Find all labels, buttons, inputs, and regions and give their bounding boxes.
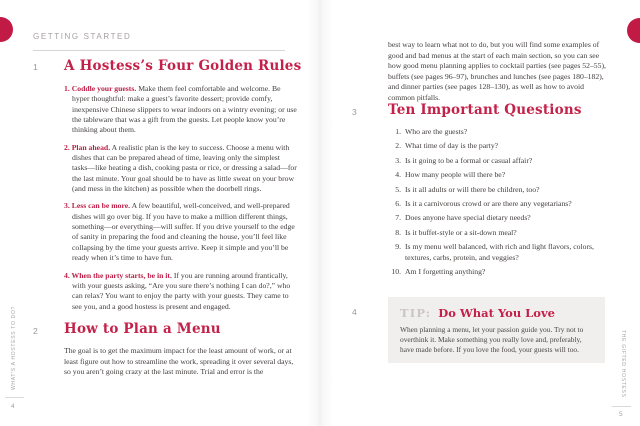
question-item [388, 199, 610, 209]
question-number: 7. [395, 213, 401, 223]
question-number: 3. [395, 155, 401, 165]
section-number-1: 1 [33, 62, 38, 72]
golden-rule-lead: 1. Coddle your guests. [64, 84, 137, 93]
question-text: Is it a carnivorous crowd or are there any vegetarians? [405, 199, 572, 209]
golden-rule-item [64, 84, 297, 136]
plan-menu-paragraph: The goal is to get the maximum impact for the least amount of work, or at least figure out how to streamline the work, spreading it over several days, so you aren’t going crazy at the last minute. Trial and error is the [64, 346, 294, 377]
red-corner-dot-right-icon [627, 18, 640, 43]
golden-rules-list [64, 84, 297, 319]
golden-rule-item [64, 201, 297, 263]
section-title-ten-questions: Ten Important Questions [388, 102, 582, 118]
question-number: 6. [395, 199, 401, 209]
question-number: 8. [395, 227, 401, 237]
question-item [388, 170, 610, 180]
question-text: Is my menu well balanced, with rich and light flavors, colors, textures, carbs, protein, and veggies? [405, 242, 594, 262]
question-text: Is it going to be a formal or casual affair? [405, 155, 533, 165]
section-number-2: 2 [33, 326, 38, 336]
golden-rule-text: If you are running around frantically, with your guests asking, “Are you sure there’s nothing I can do?,” who can relax? You want to enjoy the party with your guests. They came to see you, and a good hostess is present and engaged. [72, 270, 291, 311]
section-number-3: 3 [352, 107, 357, 117]
question-text: Who are the guests? [405, 127, 468, 136]
left-page-number: 4 [11, 403, 15, 410]
question-number: 9. [395, 242, 401, 252]
question-text: Is it buffet-style or a sit-down meal? [405, 227, 517, 237]
section-title-golden-rules: A Hostess’s Four Golden Rules [64, 58, 302, 74]
intro-continuation-paragraph: best way to learn what not to do, but you will find some examples of good and bad menus at the start of each main section, so you can see how good menu planning applies to cocktail parties (see pages 52–55), buffets (see pages 96–97), brunches and lunches (see pages 180–182), and dinner parties (see pages 128–130), as well as how to avoid common pitfalls. [388, 40, 606, 102]
golden-rule-text: A realistic plan is the key to success. Choose a menu with dishes that can be prepared ahead of time, leaving only the simplest tasks—like heating a dish, cooking pasta or rice, or dressing a salad—for the last minute. Your goal should be to have as little sweat on your brow (and mess in the kitchen) as possible when the doorbell rings. [72, 142, 297, 194]
golden-rule-item [64, 271, 297, 312]
question-text: Am I forgetting anything? [405, 267, 486, 277]
question-number: 2. [395, 141, 401, 151]
question-item [388, 213, 610, 223]
question-text: Is it all adults or will there be children, too? [405, 184, 540, 194]
golden-rule-lead: 3. Less can be more. [64, 201, 131, 211]
kicker-rule [33, 50, 285, 51]
question-item [388, 242, 610, 263]
important-questions-list [388, 127, 610, 281]
golden-rule-text: A few beautiful, well-conceived, and well-prepared dishes will go over big. If you have to make a million different things, something—or everything—will suffer. If you drive yourself to the edge of sanity in preparing the food and cleaning the house, you’ll feel like collapsing by the time your guests arrive. Keep it simple and you’ll be ready when it’s time to have fun. [72, 201, 295, 263]
question-item [388, 127, 610, 137]
right-running-foot: THE GIFTED HOSTESS [620, 330, 626, 398]
question-item [388, 141, 610, 151]
question-text: Does anyone have special dietary needs? [405, 213, 531, 223]
question-number: 5. [395, 184, 401, 194]
question-text: What time of day is the party? [405, 141, 499, 151]
tip-body-text: When planning a menu, let your passion guide you. Try not to overthink it. Make something you really love and, preferably, have made before. If you love the food, your guests will too. [400, 324, 584, 355]
tip-title: Do What You Love [438, 306, 555, 320]
golden-rule-lead: 2. Plan ahead. [64, 142, 111, 152]
question-item [388, 156, 610, 166]
golden-rule-text: Make them feel comfortable and welcome. Be hyper thoughtful: make a guest’s favorite dessert; provide comfy, inexpensive Chinese slippers to wear indoors on a wintry evening; or use the tableware that was a gift from the guests. Let people know you’re thinking about them. [72, 84, 297, 135]
tip-heading [400, 307, 593, 320]
golden-rule-lead: 4. When the party starts, be in it. [64, 270, 172, 280]
section-title-plan-menu: How to Plan a Menu [64, 321, 221, 337]
question-item [388, 267, 610, 277]
right-folio-rule [612, 406, 631, 407]
question-text: How many people will there be? [405, 170, 506, 180]
right-page-number: 5 [619, 411, 623, 418]
left-running-foot: WHAT'S A HOSTESS TO DO? [11, 305, 17, 390]
tip-label: TIP: [400, 306, 432, 320]
question-number: 1. [395, 127, 401, 136]
question-item [388, 185, 610, 195]
red-corner-dot-left-icon [0, 17, 13, 42]
chapter-kicker: GETTING STARTED [33, 32, 132, 41]
question-item [388, 228, 610, 238]
page-spine-shadow [306, 0, 334, 426]
question-number: 10. [391, 267, 401, 277]
section-number-4: 4 [352, 307, 357, 317]
question-number: 4. [395, 170, 401, 180]
golden-rule-item [64, 143, 297, 195]
tip-box [388, 297, 605, 363]
left-folio-rule [5, 397, 24, 398]
